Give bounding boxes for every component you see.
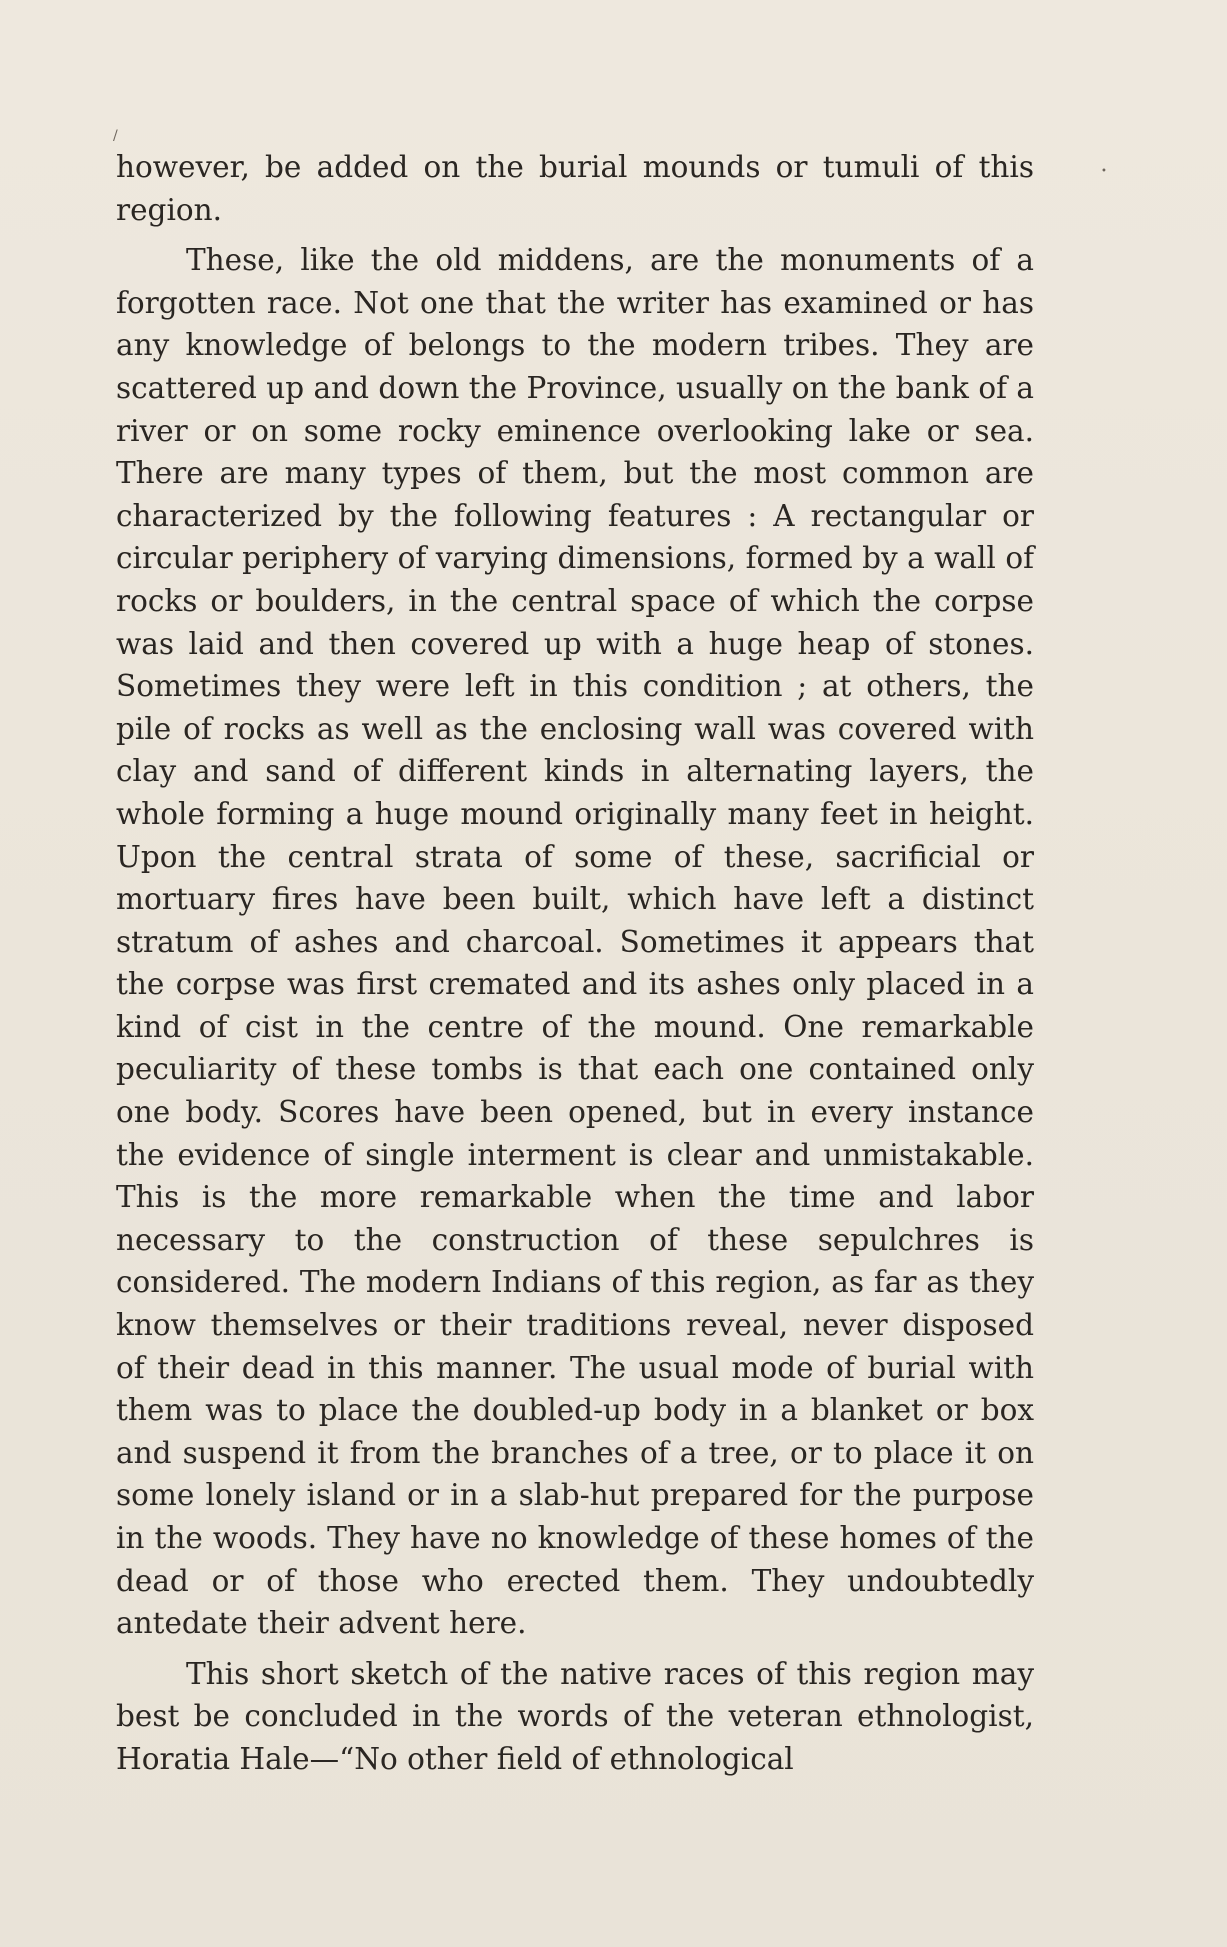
paragraph-1: however, be added on the burial mounds or tumuli of this region. <box>116 150 1034 227</box>
stray-dot: • <box>1101 166 1107 177</box>
paragraph-2: These, like the old middens, are the monuments of a forgotten race. Not one that the writer has examined or has any knowledge of belongs to the modern tribes. They are scattered up and down the Province, usually on the bank of a river or on some rocky eminence overlooking lake or sea. There are many types of them, but the most common are characterized by the following features : A rectangular or circular periphery of varying dimensions, formed by a wall of rocks or boulders, in the central space of which the corpse was laid and then covered up with a huge heap of stones. Sometimes they were left in this condition ; at others, the pile of rocks as well as the enclosing wall was covered with clay and sand of different kinds in alternating layers, the whole forming a huge mound originally many feet in height. Upon the central strata of some of these, sacrificial or mortuary fires have been built, which have left a distinct stratum of ashes and charcoal. Sometimes it appears that the corpse was first cremated and its ashes only placed in a kind of cist in the centre of the mound. One remarkable peculiarity of these tombs is that each one contained only one body. Scores have been opened, but in every instance the evidence of single interment is clear and unmistakable. This is the more remarkable when the time and labor necessary to the construction of these sepulchres is considered. The modern Indians of this region, as far as they know themselves or their traditions reveal, never disposed of their dead in this manner. The usual mode of burial with them was to place the doubled-up body in a blanket or box and suspend it from the branches of a tree, or to place it on some lonely island or in a slab-hut prepared for the purpose in the woods. They have no knowledge of these homes of the dead or of those who erected them. They undoubtedly antedate their advent here. <box>116 243 1034 1641</box>
stray-mark: / <box>113 128 118 144</box>
paragraph-3: This short sketch of the native races of this region may best be concluded in the words of the veteran ethnologist, Horatia Hale—“No other field of ethnological <box>116 1656 1034 1776</box>
body-text <box>116 146 1034 1781</box>
